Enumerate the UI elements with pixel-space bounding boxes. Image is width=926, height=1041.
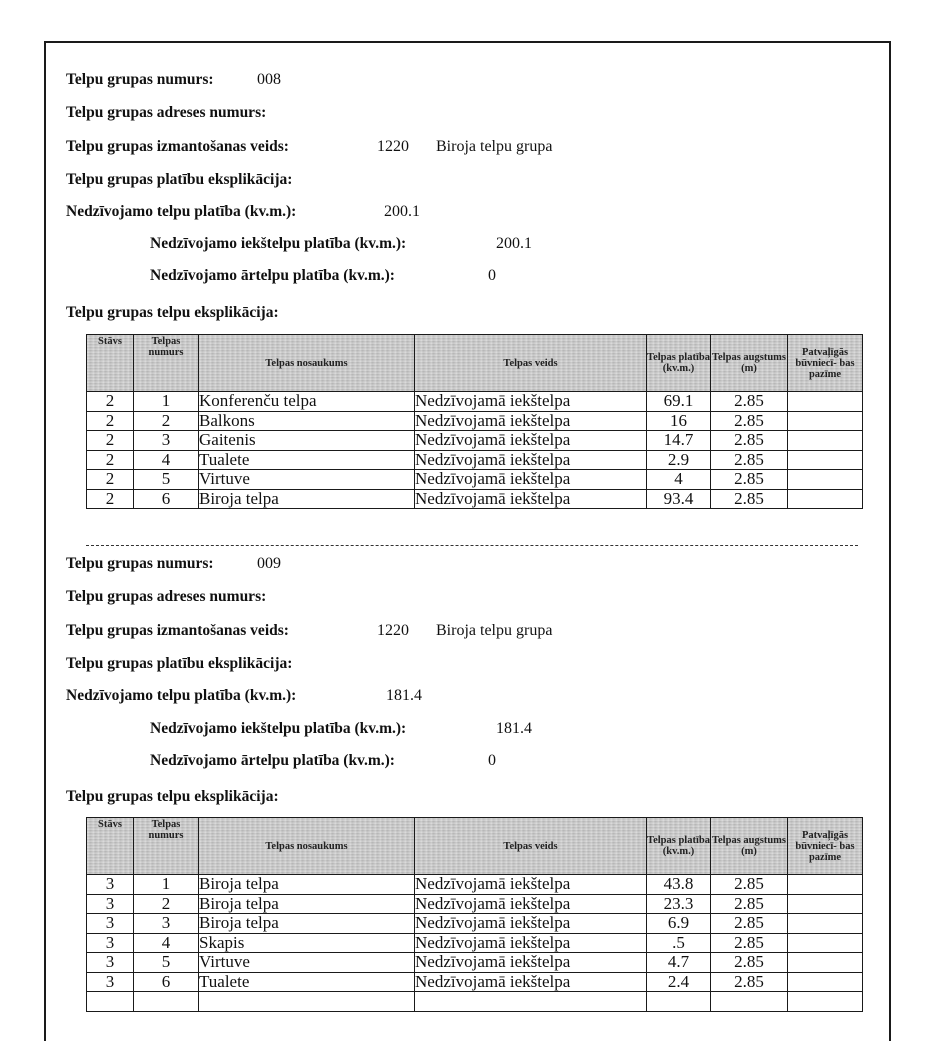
section-separator (86, 545, 858, 546)
cell-floor (87, 992, 134, 1012)
cell-unauthorized-construction (788, 411, 863, 431)
col-header-room-number: Telpas numurs (134, 335, 199, 392)
cell-room-area: 2.4 (647, 972, 711, 992)
cell-room-name: Biroja telpa (199, 914, 415, 934)
cell-floor: 2 (87, 489, 134, 509)
cell-room-number: 1 (134, 875, 199, 895)
cell-room-height (711, 992, 788, 1012)
group-number-label: Telpu grupas numurs: (66, 555, 214, 572)
group-usage-name: Biroja telpu grupa (436, 622, 553, 639)
col-header-floor: Stāvs (87, 818, 134, 875)
table-row (87, 894, 863, 914)
area-explication-heading (66, 171, 292, 189)
room-explication-label: Telpu grupas telpu eksplikācija: (66, 788, 279, 805)
col-header-room-name: Telpas nosaukums (199, 335, 415, 392)
col-header-room-height: Telpas augstums (m) (711, 818, 788, 875)
cell-room-area: 4 (647, 470, 711, 490)
col-header-unauthorized-construction: Patvaļīgās būvniecī- bas pazīme (788, 335, 863, 392)
cell-floor: 2 (87, 411, 134, 431)
col-header-room-type: Telpas veids (415, 335, 647, 392)
group-number-label: Telpu grupas numurs: (66, 71, 214, 88)
cell-floor: 2 (87, 431, 134, 451)
cell-room-area: 23.3 (647, 894, 711, 914)
col-header-room-area: Telpas platība (kv.m.) (647, 818, 711, 875)
cell-room-area: 93.4 (647, 489, 711, 509)
col-header-room-height: Telpas augstums (m) (711, 335, 788, 392)
nonresidential-area-label: Nedzīvojamo telpu platība (kv.m.): (66, 687, 297, 704)
group-number-value: 008 (257, 71, 281, 88)
indoor-area-value: 200.1 (496, 235, 532, 252)
cell-room-area: 43.8 (647, 875, 711, 895)
nonresidential-area-label: Nedzīvojamo telpu platība (kv.m.): (66, 203, 297, 220)
cell-room-height: 2.85 (711, 392, 788, 412)
outdoor-area-row (150, 752, 496, 770)
nonresidential-area-row (66, 687, 422, 705)
cell-room-area: 14.7 (647, 431, 711, 451)
cell-room-area: 4.7 (647, 953, 711, 973)
room-explication-heading (66, 304, 279, 322)
cell-room-height: 2.85 (711, 450, 788, 470)
cell-room-area: 6.9 (647, 914, 711, 934)
cell-room-name: Biroja telpa (199, 894, 415, 914)
table-row (87, 914, 863, 934)
cell-room-height: 2.85 (711, 411, 788, 431)
col-header-room-type: Telpas veids (415, 818, 647, 875)
cell-room-area: .5 (647, 933, 711, 953)
cell-room-height: 2.85 (711, 894, 788, 914)
cell-unauthorized-construction (788, 431, 863, 451)
table-row (87, 392, 863, 412)
area-explication-label: Telpu grupas platību eksplikācija: (66, 171, 293, 188)
cell-unauthorized-construction (788, 953, 863, 973)
cell-room-type: Nedzīvojamā iekštelpa (415, 914, 647, 934)
cell-room-type: Nedzīvojamā iekštelpa (415, 972, 647, 992)
cell-room-number: 1 (134, 392, 199, 412)
indoor-area-value: 181.4 (496, 720, 532, 737)
col-header-floor: Stāvs (87, 335, 134, 392)
group-usage-code: 1220 (377, 622, 409, 639)
cell-room-name: Tualete (199, 450, 415, 470)
cell-floor: 3 (87, 933, 134, 953)
col-header-room-name: Telpas nosaukums (199, 818, 415, 875)
table-row (87, 450, 863, 470)
cell-room-number: 6 (134, 972, 199, 992)
group-number-value: 009 (257, 555, 281, 572)
outdoor-area-value: 0 (488, 267, 496, 284)
cell-floor: 2 (87, 450, 134, 470)
group-usage-name: Biroja telpu grupa (436, 138, 553, 155)
cell-floor: 2 (87, 470, 134, 490)
area-explication-label: Telpu grupas platību eksplikācija: (66, 655, 293, 672)
group-usage-row (66, 622, 553, 640)
col-header-unauthorized-construction: Patvaļīgās būvniecī- bas pazīme (788, 818, 863, 875)
cell-room-number (134, 992, 199, 1012)
outdoor-area-label: Nedzīvojamo ārtelpu platība (kv.m.): (150, 752, 395, 769)
cell-unauthorized-construction (788, 489, 863, 509)
cell-room-type: Nedzīvojamā iekštelpa (415, 489, 647, 509)
group-usage-code: 1220 (377, 138, 409, 155)
group-address-label: Telpu grupas adreses numurs: (66, 104, 267, 121)
cell-room-type: Nedzīvojamā iekštelpa (415, 470, 647, 490)
group-usage-row (66, 138, 553, 156)
cell-room-number: 5 (134, 470, 199, 490)
cell-room-area (647, 992, 711, 1012)
cell-room-height: 2.85 (711, 470, 788, 490)
area-explication-heading (66, 655, 292, 673)
cell-unauthorized-construction (788, 392, 863, 412)
cell-room-name: Gaitenis (199, 431, 415, 451)
group-number-row (66, 71, 281, 89)
cell-room-height: 2.85 (711, 875, 788, 895)
table-row (87, 953, 863, 973)
cell-room-height: 2.85 (711, 489, 788, 509)
cell-room-number: 6 (134, 489, 199, 509)
cell-room-number: 4 (134, 450, 199, 470)
table-row (87, 875, 863, 895)
table-row (87, 470, 863, 490)
cell-floor: 3 (87, 953, 134, 973)
table-header-row (87, 335, 863, 392)
cell-room-number: 5 (134, 953, 199, 973)
outdoor-area-value: 0 (488, 752, 496, 769)
cell-room-area: 2.9 (647, 450, 711, 470)
cell-room-height: 2.85 (711, 431, 788, 451)
cell-unauthorized-construction (788, 933, 863, 953)
room-explication-heading (66, 788, 279, 806)
cell-room-type: Nedzīvojamā iekštelpa (415, 894, 647, 914)
room-table-008 (86, 334, 863, 509)
col-header-room-number: Telpas numurs (134, 818, 199, 875)
cell-room-height: 2.85 (711, 972, 788, 992)
table-row (87, 411, 863, 431)
cell-room-name: Virtuve (199, 953, 415, 973)
cell-unauthorized-construction (788, 972, 863, 992)
table-row (87, 489, 863, 509)
cell-room-name: Balkons (199, 411, 415, 431)
cell-room-area: 69.1 (647, 392, 711, 412)
cell-room-name: Virtuve (199, 470, 415, 490)
nonresidential-area-value: 200.1 (384, 203, 420, 220)
indoor-area-label: Nedzīvojamo iekštelpu platība (kv.m.): (150, 720, 407, 737)
cell-unauthorized-construction (788, 914, 863, 934)
cell-unauthorized-construction (788, 992, 863, 1012)
room-table-009 (86, 817, 863, 1012)
table-row (87, 933, 863, 953)
table-row (87, 972, 863, 992)
cell-room-number: 2 (134, 894, 199, 914)
cell-floor: 2 (87, 392, 134, 412)
cell-room-name: Biroja telpa (199, 489, 415, 509)
cell-room-number: 3 (134, 431, 199, 451)
cell-room-height: 2.85 (711, 933, 788, 953)
cell-room-name: Biroja telpa (199, 875, 415, 895)
indoor-area-row (150, 720, 532, 738)
cell-room-type: Nedzīvojamā iekštelpa (415, 392, 647, 412)
cell-room-number: 4 (134, 933, 199, 953)
cell-room-height: 2.85 (711, 914, 788, 934)
cell-room-number: 3 (134, 914, 199, 934)
cell-room-height: 2.85 (711, 953, 788, 973)
outdoor-area-row (150, 267, 496, 285)
cell-room-type: Nedzīvojamā iekštelpa (415, 431, 647, 451)
cell-floor: 3 (87, 972, 134, 992)
group-address-row (66, 104, 266, 122)
cell-floor: 3 (87, 875, 134, 895)
cell-room-type: Nedzīvojamā iekštelpa (415, 450, 647, 470)
room-explication-label: Telpu grupas telpu eksplikācija: (66, 304, 279, 321)
indoor-area-label: Nedzīvojamo iekštelpu platība (kv.m.): (150, 235, 407, 252)
group-usage-label: Telpu grupas izmantošanas veids: (66, 138, 289, 155)
col-header-room-area: Telpas platība (kv.m.) (647, 335, 711, 392)
cell-room-type: Nedzīvojamā iekštelpa (415, 875, 647, 895)
cell-room-name: Tualete (199, 972, 415, 992)
cell-room-type: Nedzīvojamā iekštelpa (415, 953, 647, 973)
cell-room-type: Nedzīvojamā iekštelpa (415, 411, 647, 431)
group-usage-label: Telpu grupas izmantošanas veids: (66, 622, 289, 639)
cell-room-type: Nedzīvojamā iekštelpa (415, 933, 647, 953)
cell-floor: 3 (87, 894, 134, 914)
nonresidential-area-value: 181.4 (386, 687, 422, 704)
nonresidential-area-row (66, 203, 420, 221)
cell-unauthorized-construction (788, 894, 863, 914)
group-address-label: Telpu grupas adreses numurs: (66, 588, 267, 605)
outdoor-area-label: Nedzīvojamo ārtelpu platība (kv.m.): (150, 267, 395, 284)
group-number-row (66, 555, 281, 573)
table-row (87, 992, 863, 1012)
cell-room-name (199, 992, 415, 1012)
cell-unauthorized-construction (788, 875, 863, 895)
cell-room-name: Konferenču telpa (199, 392, 415, 412)
table-row (87, 431, 863, 451)
cell-room-area: 16 (647, 411, 711, 431)
table-header-row (87, 818, 863, 875)
cell-unauthorized-construction (788, 450, 863, 470)
cell-room-number: 2 (134, 411, 199, 431)
cell-room-type (415, 992, 647, 1012)
cell-room-name: Skapis (199, 933, 415, 953)
indoor-area-row (150, 235, 532, 253)
cell-floor: 3 (87, 914, 134, 934)
group-address-row (66, 588, 266, 606)
cell-unauthorized-construction (788, 470, 863, 490)
